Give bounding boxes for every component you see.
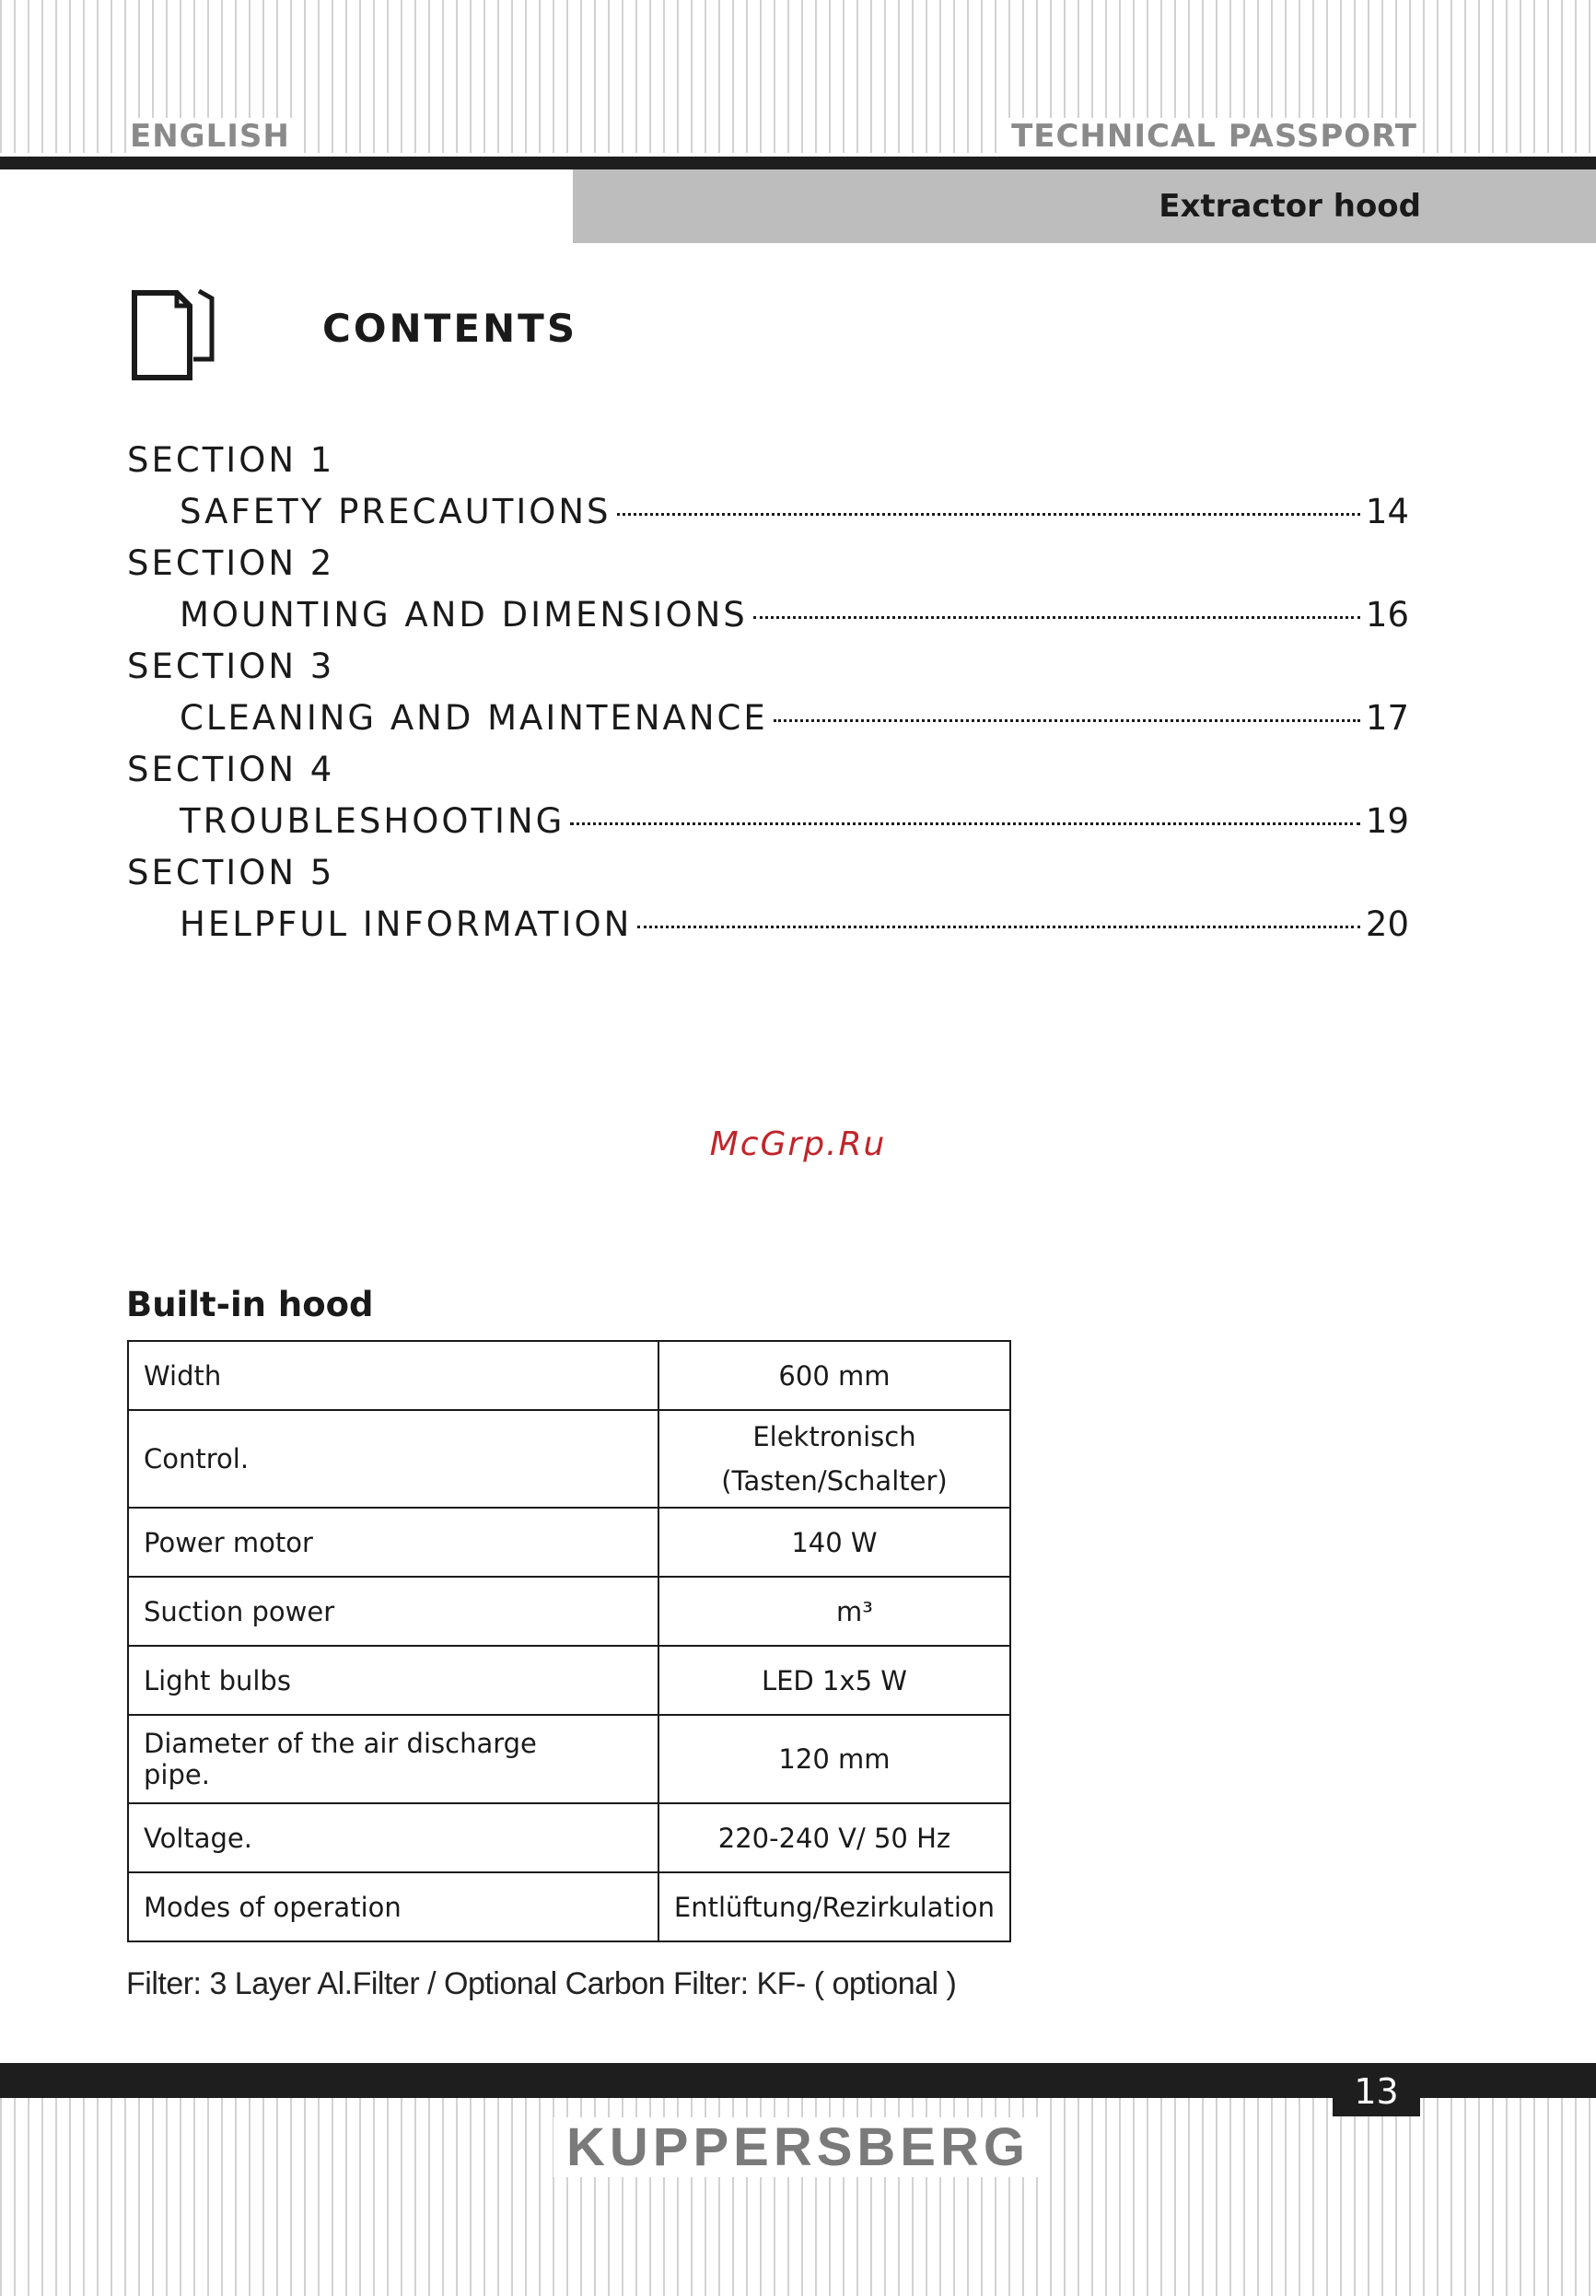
table-row bbox=[128, 1646, 1010, 1715]
specs-table-title: Built-in hood bbox=[126, 1285, 374, 1324]
toc-entry[interactable] bbox=[127, 486, 1409, 538]
header-rule bbox=[0, 157, 1596, 169]
toc-leader-dots bbox=[753, 616, 1360, 619]
toc-page-number: 16 bbox=[1365, 595, 1409, 635]
table-row bbox=[128, 1803, 1010, 1872]
spec-value: 600 mm bbox=[658, 1341, 1010, 1410]
toc-page-number: 20 bbox=[1365, 904, 1409, 944]
toc-page-number: 14 bbox=[1365, 492, 1409, 531]
spec-param: Power motor bbox=[128, 1508, 658, 1577]
spec-param: Control. bbox=[128, 1410, 658, 1508]
spec-param: Modes of operation bbox=[128, 1872, 658, 1941]
toc-leader-dots bbox=[617, 513, 1360, 516]
toc-section-label: SECTION 1 bbox=[127, 440, 335, 480]
table-of-contents bbox=[127, 435, 1409, 950]
table-row bbox=[128, 1508, 1010, 1577]
spec-value: 220-240 V/ 50 Hz bbox=[658, 1803, 1010, 1872]
spec-param: Voltage. bbox=[128, 1803, 658, 1872]
toc-entry-title: MOUNTING AND DIMENSIONS bbox=[180, 595, 748, 635]
product-band bbox=[573, 169, 1596, 243]
spec-value: 140 W bbox=[658, 1508, 1010, 1577]
brand-name: KUPPERSBERG bbox=[553, 2117, 1043, 2177]
toc-entry-title: TROUBLESHOOTING bbox=[180, 801, 565, 841]
toc-entry[interactable] bbox=[127, 899, 1409, 950]
toc-entry[interactable] bbox=[127, 796, 1409, 847]
spec-value: LED 1x5 W bbox=[658, 1646, 1010, 1715]
toc-leader-dots bbox=[570, 822, 1360, 825]
toc-section-label: SECTION 2 bbox=[127, 543, 335, 583]
table-row bbox=[128, 1577, 1010, 1646]
toc-entry-title: HELPFUL INFORMATION bbox=[180, 904, 633, 944]
spec-param: Diameter of the air discharge pipe. bbox=[128, 1715, 658, 1803]
spec-value: Elektronisch (Tasten/Schalter) bbox=[658, 1410, 1010, 1508]
table-row bbox=[128, 1715, 1010, 1803]
spec-param: Width bbox=[128, 1341, 658, 1410]
toc-entry-title: CLEANING AND MAINTENANCE bbox=[180, 698, 768, 738]
table-row bbox=[128, 1410, 1010, 1508]
document-pages-icon bbox=[129, 286, 230, 382]
contents-title: CONTENTS bbox=[322, 306, 578, 351]
spec-param: Light bulbs bbox=[128, 1646, 658, 1715]
toc-section-label: SECTION 5 bbox=[127, 853, 335, 892]
spec-value: Entlüftung/Rezirkulation bbox=[658, 1872, 1010, 1941]
header-language: ENGLISH bbox=[126, 118, 294, 155]
toc-page-number: 17 bbox=[1365, 698, 1409, 738]
toc-leader-dots bbox=[774, 719, 1360, 722]
header-document-type: TECHNICAL PASSPORT bbox=[1008, 118, 1421, 155]
watermark-link[interactable]: McGrp.Ru bbox=[709, 1125, 887, 1163]
filter-footnote: Filter: 3 Layer Al.Filter / Optional Carbon Filter: KF- ( optional ) bbox=[126, 1966, 957, 2001]
page-number: 13 bbox=[1333, 2063, 1420, 2116]
spec-value: m³ bbox=[658, 1577, 1010, 1646]
toc-entry[interactable] bbox=[127, 693, 1409, 744]
specs-table bbox=[127, 1340, 1011, 1942]
toc-section-label: SECTION 4 bbox=[127, 750, 335, 789]
toc-entry[interactable] bbox=[127, 589, 1409, 641]
brand-logo bbox=[0, 2116, 1596, 2178]
spec-value: 120 mm bbox=[658, 1715, 1010, 1803]
product-title: Extractor hood bbox=[1159, 188, 1421, 225]
toc-page-number: 19 bbox=[1365, 801, 1409, 841]
toc-section-label: SECTION 3 bbox=[127, 647, 335, 686]
table-row bbox=[128, 1341, 1010, 1410]
toc-entry-title: SAFETY PRECAUTIONS bbox=[180, 492, 612, 531]
spec-param: Suction power bbox=[128, 1577, 658, 1646]
toc-leader-dots bbox=[637, 926, 1360, 928]
table-row bbox=[128, 1872, 1010, 1941]
